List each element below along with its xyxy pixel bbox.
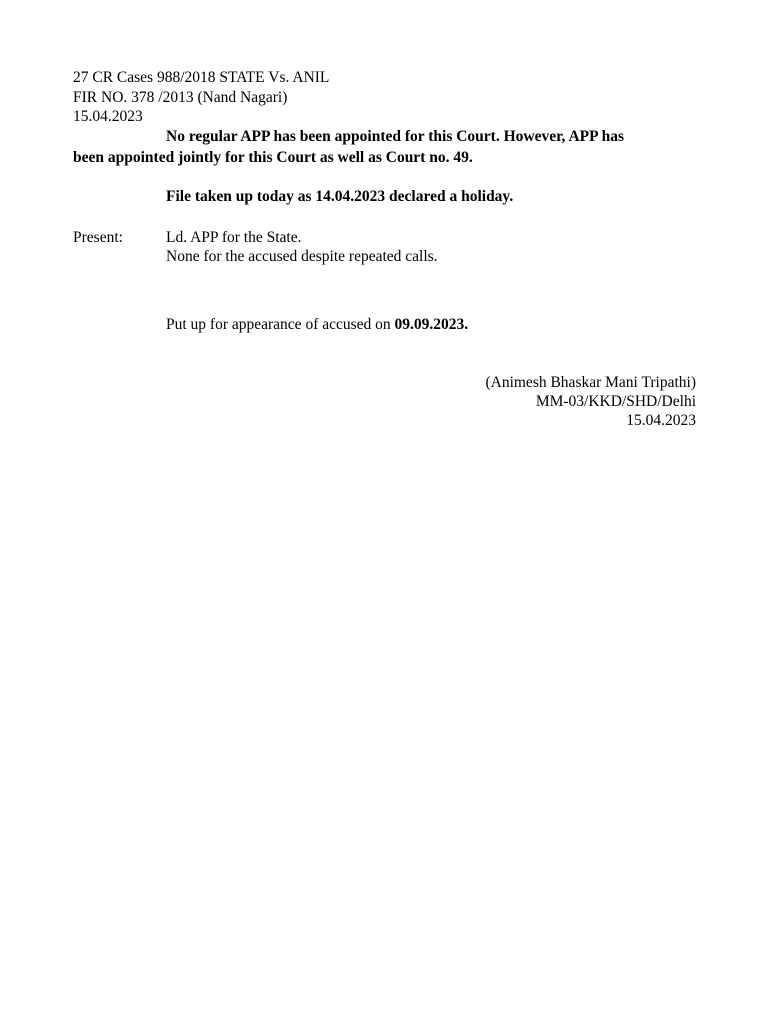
case-title: 27 CR Cases 988/2018 STATE Vs. ANIL (73, 69, 330, 86)
next-hearing-date: 09.09.2023. (394, 316, 469, 333)
order-text: Put up for appearance of accused on (166, 316, 395, 333)
holiday-note: File taken up today as 14.04.2023 declared a holiday. (166, 188, 514, 205)
present-accused: None for the accused despite repeated calls. (166, 248, 438, 265)
signatory-name: (Animesh Bhaskar Mani Tripathi) (485, 374, 696, 391)
notice-line-1: No regular APP has been appointed for this Court. However, APP has (166, 128, 624, 145)
signature-date: 15.04.2023 (626, 412, 696, 429)
notice-line-2: been appointed jointly for this Court as well as Court no. 49. (73, 149, 473, 166)
present-app: Ld. APP for the State. (166, 229, 302, 246)
present-label: Present: (73, 229, 123, 246)
order-line (166, 315, 468, 334)
fir-number: FIR NO. 378 /2013 (Nand Nagari) (73, 89, 288, 106)
signatory-designation: MM-03/KKD/SHD/Delhi (535, 393, 696, 410)
order-date: 15.04.2023 (73, 108, 143, 125)
